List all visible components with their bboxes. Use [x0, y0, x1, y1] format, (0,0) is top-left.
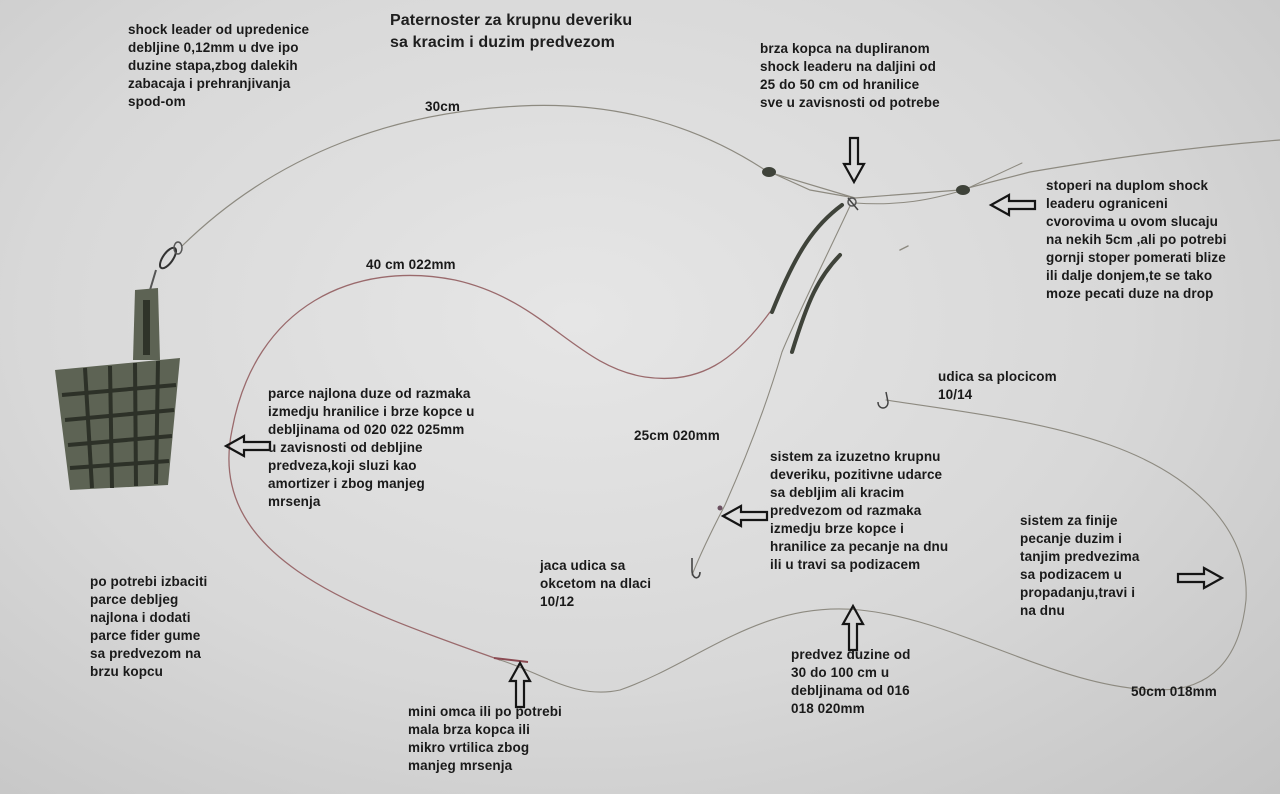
- upper-stopper: [762, 167, 776, 177]
- arrow-left-piece: [226, 436, 270, 456]
- lower-stopper: [956, 185, 970, 195]
- length-30cm: 30cm: [425, 99, 460, 114]
- bead-mark: [718, 506, 723, 511]
- hook-with-eye: [692, 558, 700, 578]
- tube-tag: [900, 246, 908, 250]
- main-leader-line: [182, 105, 855, 246]
- arrow-up-loop: [510, 663, 530, 707]
- note-optional-gum: po potrebi izbaciti parce debljeg najlona i dodati parce fider gume sa predvezom na brzu kopcu: [90, 574, 208, 679]
- note-snood-length: predvez duzine od 30 do 100 cm u debljinama od 016 018 020mm: [791, 647, 911, 716]
- shock-leader-second-strand: [855, 163, 1022, 204]
- note-stoppers: stoperi na duplom shock leaderu ograniceni cvorovima u ovom slucaju na nekih 5cm ,ali po potrebi gornji stoper pomerati blize ili dalje donjem,te se tako moze pecati duze na drop: [1046, 178, 1227, 301]
- note-eyed-hook: jaca udica sa okcetom na dlaci 10/12: [540, 558, 652, 609]
- note-nylon-piece: parce najlona duze od razmaka izmedju hranilice i brze kopce u debljinama od 020 022 025mm u zavisnosti od debljine predveza,koji sluzi kao amortizer i zbog manjeg mrsenja: [268, 386, 475, 509]
- note-spade-hook: udica sa plocicom 10/14: [938, 369, 1057, 402]
- arrow-right-fine-system: [1178, 568, 1222, 588]
- arrow-down-clip: [844, 138, 864, 182]
- note-quick-clip: brza kopca na dupliranom shock leaderu na daljini od 25 do 50 cm od hranilice sve u zavisnosti od potrebe: [760, 41, 940, 110]
- note-mini-loop: mini omca ili po potrebi mala brza kopca ili mikro vrtilica zbog manjeg mrsenja: [408, 704, 562, 773]
- length-40cm: 40 cm 022mm: [366, 257, 456, 272]
- note-shock-leader: shock leader od upredenice debljine 0,12mm u dve ipo duzine stapa,zbog dalekih zabacaja i prehranjivanja spod-om: [128, 22, 310, 109]
- note-fine-system: sistem za finije pecanje duzim i tanjim predvezima sa podizacem u propadanju,travi i na dnu: [1020, 513, 1140, 618]
- arrow-left-strong-system: [723, 506, 767, 526]
- note-strong-system: sistem za izuzetno krupnu deveriku, pozitivne udarce sa debljim ali kracim predvezom od razmaka izmedju brze kopce i hranilice za pecanje na dnu ili u travi sa podizacem: [770, 449, 949, 572]
- diagram-title: Paternoster za krupnu deveriku sa kracim i duzim predvezom: [390, 12, 633, 51]
- feeder-cage: [55, 288, 180, 490]
- length-50cm: 50cm 018mm: [1131, 684, 1217, 699]
- length-25cm: 25cm 020mm: [634, 428, 720, 443]
- arrow-up-snood: [843, 606, 863, 650]
- feeder-swivel: [150, 242, 182, 290]
- arrow-left-stoppers: [991, 195, 1035, 215]
- feeder-gum-tube-lower: [792, 255, 840, 352]
